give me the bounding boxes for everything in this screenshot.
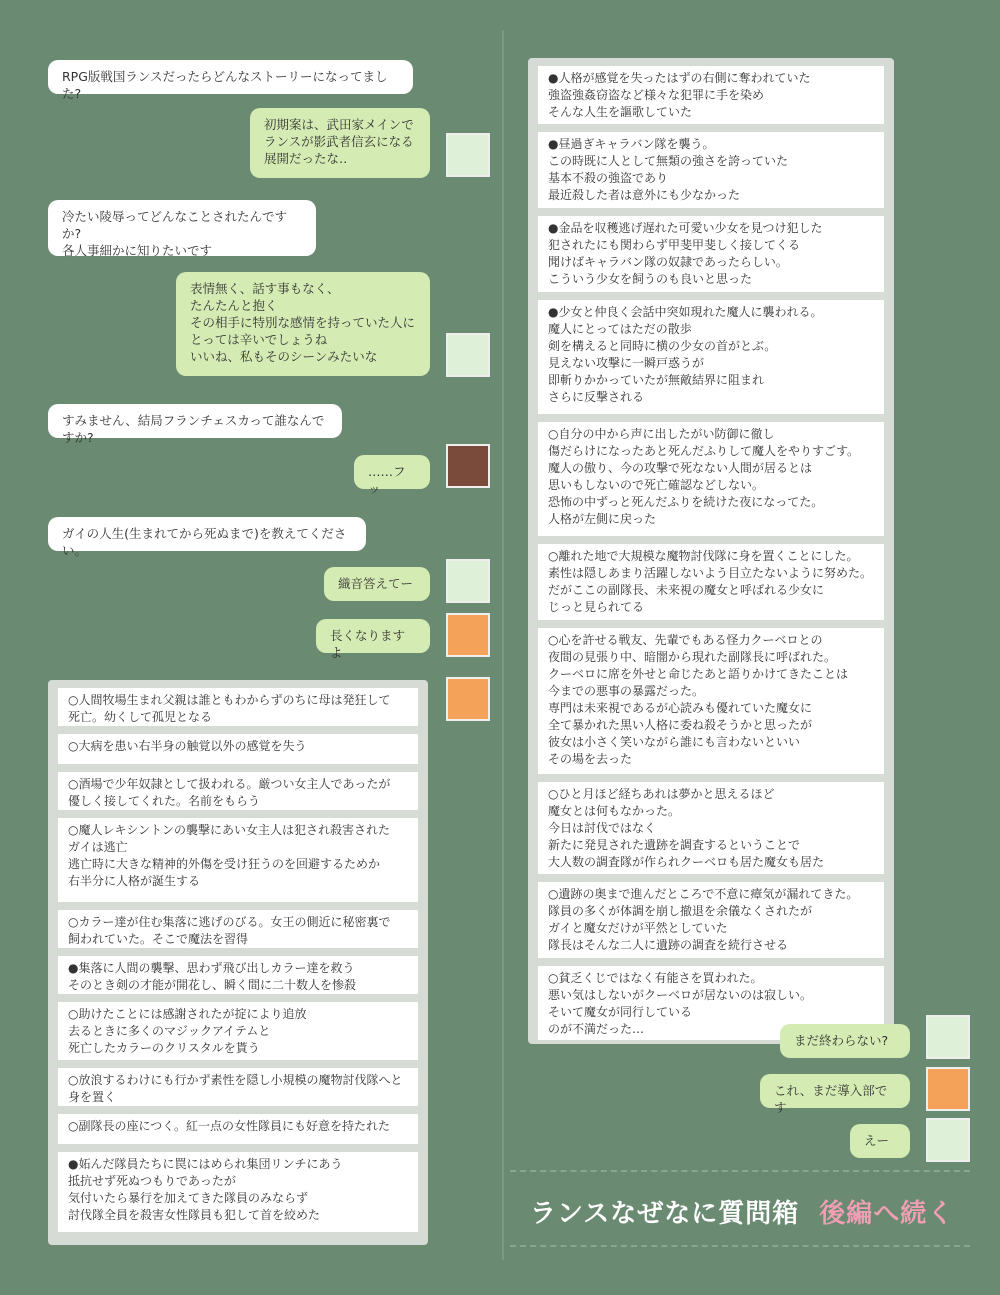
answer-bubble: 表情無く、話す事もなく、 たんたんと抱く その相手に特別な感情を持っていた人に とっては辛いでしょうね いいね、私もそのシーンみたいな xyxy=(176,272,430,376)
avatar-green xyxy=(926,1118,970,1162)
footer-continued: 後編へ続く xyxy=(819,1199,955,1229)
timeline-entry: ○離れた地で大規模な魔物討伐隊に身を置くことにした。 素性は隠しあまり活躍しないよう目立たないように努めた。 だがここの副隊長、未来視の魔女と呼ばれる少女に じっと見られてる xyxy=(538,544,884,620)
answer-bubble: 織音答えてー xyxy=(324,567,430,601)
timeline-entry: ●人格が感覚を失ったはずの右側に奪われていた 強盗強姦窃盗など様々な犯罪に手を染め そんな人生を謳歌していた xyxy=(538,66,884,124)
timeline-entry: ○カラー達が住む集落に逃げのびる。女王の側近に秘密裏で 飼われていた。そこで魔法を習得 xyxy=(58,910,418,948)
avatar-orange xyxy=(446,677,490,721)
timeline-entry: ●集落に人間の襲撃、思わず飛び出しカラー達を救う そのとき剣の才能が開花し、瞬く間に二十数人を惨殺 xyxy=(58,956,418,994)
timeline-entry: ○副隊長の座につく。紅一点の女性隊員にも好意を持たれた xyxy=(58,1114,418,1144)
avatar-orange xyxy=(446,613,490,657)
timeline-entry: ●妬んだ隊員たちに罠にはめられ集団リンチにあう 抵抗せず死ぬつもりであったが 気付いたら暴行を加えてきた隊員のみならず 討伐隊全員を殺害女性隊員も犯して首を絞めた xyxy=(58,1152,418,1232)
answer-bubble: これ、まだ導入部です xyxy=(760,1074,910,1108)
left-timeline-panel xyxy=(48,680,428,1245)
answer-bubble: まだ終わらない? xyxy=(780,1024,910,1058)
footer-dashes-bottom xyxy=(510,1245,970,1253)
footer-title xyxy=(530,1193,954,1230)
timeline-entry: ○魔人レキシントンの襲撃にあい女主人は犯され殺害された ガイは逃亡 逃亡時に大きな精神的外傷を受け狂うのを回避するためか 右半分に人格が誕生する xyxy=(58,818,418,902)
avatar-red xyxy=(446,444,490,488)
question-bubble: ガイの人生(生まれてから死ぬまで)を教えてください。 xyxy=(48,517,366,551)
right-timeline-panel xyxy=(528,58,894,1044)
answer-bubble: ……フッ xyxy=(354,455,430,489)
avatar-green xyxy=(446,559,490,603)
timeline-entry: ○遺跡の奥まで進んだところで不意に瘴気が漏れてきた。 隊員の多くが体調を崩し撤退を余儀なくされたが ガイと魔女だけが平然としていた 隊長はそんな二人に遺跡の調査を続行させる xyxy=(538,882,884,958)
timeline-entry: ○大病を患い右半身の触覚以外の感覚を失う xyxy=(58,734,418,764)
timeline-entry: ●少女と仲良く会話中突如現れた魔人に襲われる。 魔人にとってはただの散歩 剣を構えると同時に横の少女の首がとぶ。 見えない攻撃に一瞬戸惑うが 即斬りかかっていたが無敵結界に阻まれ さらに反撃される xyxy=(538,300,884,414)
timeline-entry: ○酒場で少年奴隷として扱われる。厳つい女主人であったが 優しく接してくれた。名前をもらう xyxy=(58,772,418,810)
timeline-entry: ○人間牧場生まれ父親は誰ともわからずのちに母は発狂して 死亡。幼くして孤児となる xyxy=(58,688,418,726)
question-bubble: すみません、結局フランチェスカって誰なんですか? xyxy=(48,404,342,438)
timeline-entry: ○心を許せる戦友、先輩でもある怪力クーベロとの 夜間の見張り中、暗闇から現れた副隊長に呼ばれた。 クーベロに席を外せと命じたあと語りかけてきたことは 今までの悪事の暴露だった。 専門は未来視であるが心読みも優れていた魔女に 全て暴かれた黒い人格に委ね殺そうかと思ったが 彼女は小さく笑いながら誰にも言わないといい その場を去った xyxy=(538,628,884,774)
timeline-entry: ●金品を収穫逃げ遅れた可愛い少女を見つけ犯した 犯されたにも関わらず甲斐甲斐しく接してくる 聞けばキャラバン隊の奴隷であったらしい。 こういう少女を飼うのも良いと思った xyxy=(538,216,884,292)
column-divider xyxy=(502,30,504,1260)
timeline-entry: ○助けたことには感謝されたが掟により追放 去るときに多くのマジックアイテムと 死亡したカラーのクリスタルを貰う xyxy=(58,1002,418,1060)
answer-bubble: 長くなりますよ xyxy=(316,619,430,653)
footer-title-main: ランスなぜなに質問箱 xyxy=(530,1199,800,1229)
timeline-entry: ○ひと月ほど経ちあれは夢かと思えるほど 魔女とは何もなかった。 今日は討伐ではなく 新たに発見された遺跡を調査するということで 大人数の調査隊が作られクーベロも居た魔女も居た xyxy=(538,782,884,874)
avatar-green xyxy=(446,133,490,177)
timeline-entry: ●昼過ぎキャラバン隊を襲う。 この時既に人として無類の強さを誇っていた 基本不殺の強盗であり 最近殺した者は意外にも少なかった xyxy=(538,132,884,208)
question-bubble: RPG版戦国ランスだったらどんなストーリーになってました? xyxy=(48,60,413,94)
avatar-green xyxy=(926,1015,970,1059)
timeline-entry: ○放浪するわけにも行かず素性を隠し小規模の魔物討伐隊へと 身を置く xyxy=(58,1068,418,1106)
timeline-entry: ○貧乏くじではなく有能さを買われた。 悪い気はしないがクーベロが居ないのは寂しい。 そいて魔女が同行している のが不満だった… xyxy=(538,966,884,1040)
timeline-entry: ○自分の中から声に出したがい防御に徹し 傷だらけになったあと死んだふりして魔人をやりすごす。 魔人の傲り、今の攻撃で死なない人間が居るとは 思いもしないので死亡確認などしない。 恐怖の中ずっと死んだふりを続けた夜になってた。 人格が左側に戻った xyxy=(538,422,884,536)
avatar-orange xyxy=(926,1067,970,1111)
question-bubble: 冷たい陵辱ってどんなことされたんですか? 各人事細かに知りたいです xyxy=(48,200,316,256)
answer-bubble: 初期案は、武田家メインで ランスが影武者信玄になる 展開だったな‥ xyxy=(250,108,430,178)
footer-dashes-top xyxy=(510,1170,970,1178)
answer-bubble: えー xyxy=(850,1124,910,1158)
avatar-green xyxy=(446,333,490,377)
